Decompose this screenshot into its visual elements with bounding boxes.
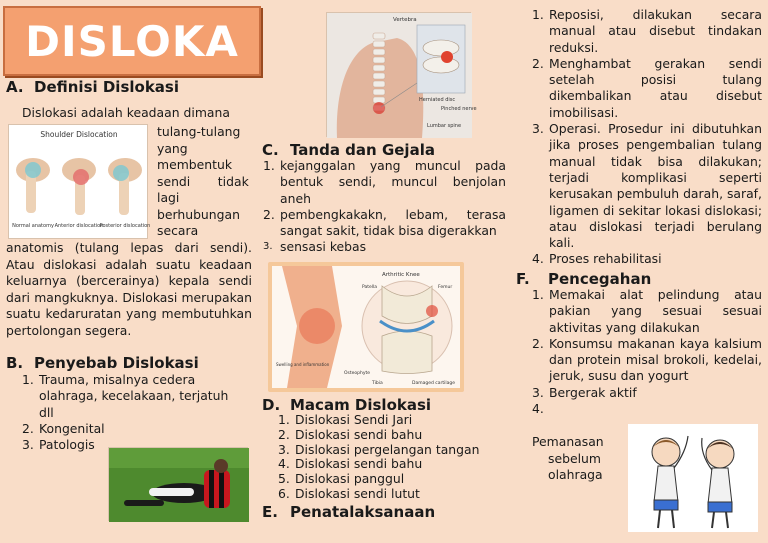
list-item: 2. Dislokasi sendi bahu xyxy=(278,426,423,442)
svg-text:Patella: Patella xyxy=(362,285,378,290)
svg-text:Herniated disc: Herniated disc xyxy=(419,97,456,103)
list-item: 1. Trauma, misalnya cedera olahraga, kecelakaan, terjatuh dll xyxy=(22,372,229,420)
shoulder-posterior xyxy=(108,158,142,215)
list-item: 4. Proses rehabilitasi xyxy=(532,251,662,267)
penatalaksanaan-list xyxy=(532,7,762,268)
tanda-gejala-list xyxy=(263,158,506,256)
definisi-side-text: tulang-tulang yang membentuk sendi tidak lagi berhubungan secara xyxy=(157,124,249,238)
heading-penyebab: B. Penyebab Dislokasi xyxy=(6,354,199,372)
svg-text:Damaged cartilage: Damaged cartilage xyxy=(412,381,456,386)
shoulder-dislocation-figure xyxy=(8,124,151,239)
list-item: 2. pembengkakakn, lebam, terasa sangat sakit, tidak bisa digerakkan xyxy=(263,206,506,239)
kids-stretching-illustration xyxy=(628,424,758,532)
definisi-rest: anatomis (tulang lepas dari sendi). Atau dislokasi adalah suatu keadaan keluarnya (bercerainya) kepala sendi dari mangkuknya. Dislokasi merupakan suatu kedaruratan yang membutuhkan pertolongan segera. xyxy=(6,240,252,338)
heading-tanda-gejala: C. Tanda dan Gejala xyxy=(262,141,435,159)
list-item: 1. Dislokasi Sendi Jari xyxy=(278,412,413,427)
list-item: 3. Patologis xyxy=(22,437,95,453)
list-item: 2. Konsumsu makanan kaya kalsium dan protein misal brokoli, kedelai, jeruk, susu dan yogurt xyxy=(532,335,762,384)
list-item: 2. Menghambat gerakan sendi setelah posisi tulang dikembalikan atau disebut imobilisasi. xyxy=(532,55,762,120)
macam-list xyxy=(278,413,508,502)
list-item: 5. Dislokasi panggul xyxy=(278,471,405,487)
list-item: 1. Memakai alat pelindung atau pakian yang sesuai sesuai aktivitas yang dilakukan xyxy=(532,287,762,335)
title-banner xyxy=(3,6,261,76)
svg-text:Pinched nerve: Pinched nerve xyxy=(441,106,477,112)
svg-text:Femur: Femur xyxy=(438,285,453,290)
svg-text:Tibia: Tibia xyxy=(372,381,383,386)
svg-text:Arthritic Knee: Arthritic Knee xyxy=(382,272,420,278)
list-item: 6. Dislokasi sendi lutut xyxy=(278,485,420,501)
svg-text:Anterior dislocation: Anterior dislocation xyxy=(54,223,104,229)
page-title: DISLOKA xyxy=(25,16,239,66)
list-item: 3. Dislokasi pergelangan tangan xyxy=(278,441,480,457)
list-item: 3. Bergerak aktif xyxy=(532,384,637,400)
list-item: 3. Operasi. Prosedur ini dibutuhkan jika proses pengembalian tulang manual tidak bisa dilakukan; terjadi komplikasi seperti kerusakan pembuluh darah, saraf, ligamen di sekitar lokasi dislokasi; atau dislokasi terjadi berulang kali. xyxy=(532,121,762,251)
heading-definisi: A. Definisi Dislokasi xyxy=(6,78,179,96)
svg-text:Posterior dislocation: Posterior dislocation xyxy=(99,223,151,229)
shoulder-title: Shoulder Dislocation xyxy=(40,130,118,139)
list-item: 2. Kongenital xyxy=(22,420,105,436)
svg-text:Normal anatomy: Normal anatomy xyxy=(12,223,54,229)
pencegahan-item4: Pemanasan sebelum olahraga xyxy=(532,434,604,482)
penyebab-list xyxy=(22,372,240,453)
list-item: 1. Reposisi, dilakukan secara manual atau disebut tindakan reduksi. xyxy=(532,7,762,55)
svg-text:Vertebra: Vertebra xyxy=(393,17,417,23)
heading-pencegahan: F. Pencegahan xyxy=(516,270,652,288)
svg-text:Swelling and inflammation: Swelling and inflammation xyxy=(276,362,330,367)
shoulder-illustration xyxy=(9,125,149,240)
pencegahan-list: 1. Memakai alat pelindung atau pakian yang sesuai sesuai aktivitas yang dilakukan 2. Konsumsu makanan kaya kalsium dan protein misal brokoli, kedelai, jeruk, susu dan yogurt 3. Bergerak aktif 4. xyxy=(532,287,762,417)
svg-text:Lumbar spine: Lumbar spine xyxy=(427,123,462,129)
knee-figure xyxy=(268,262,464,392)
spine-figure xyxy=(326,12,477,137)
injured-player-photo xyxy=(108,447,248,521)
heading-macam: D. Macam Dislokasi xyxy=(262,396,432,414)
shoulder-anterior xyxy=(62,158,96,215)
definisi-line1: Dislokasi adalah keadaan dimana xyxy=(22,105,230,120)
shoulder-normal xyxy=(16,158,50,213)
list-item: 1. kejanggalan yang muncul pada bentuk sendi, muncul benjolan aneh xyxy=(263,158,506,206)
list-item: 4. Dislokasi sendi bahu xyxy=(278,456,423,472)
list-item: 3. sensasi kebas xyxy=(263,239,367,255)
svg-text:Osteophyte: Osteophyte xyxy=(344,371,371,376)
heading-penatalaksanaan: E. Penatalaksanaan xyxy=(262,503,436,521)
